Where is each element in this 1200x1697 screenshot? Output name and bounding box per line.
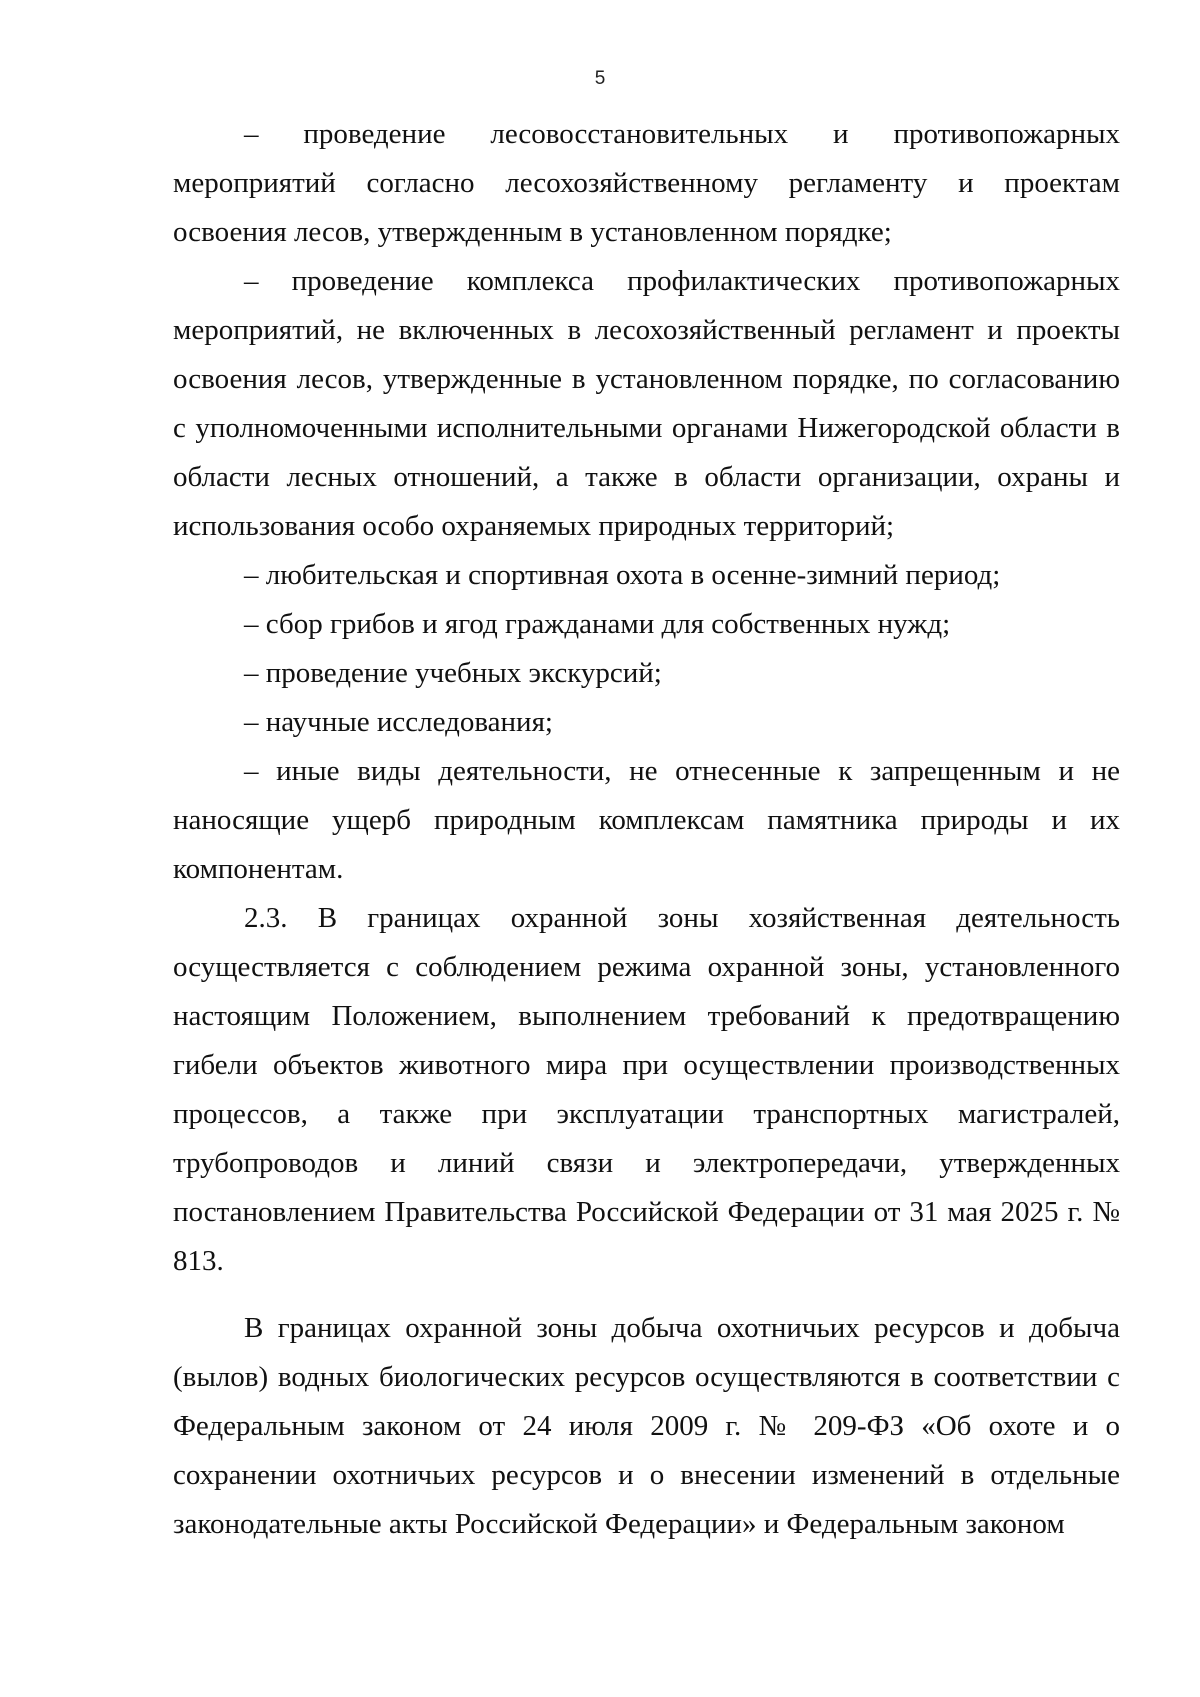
paragraph-hunting-resources: В границах охранной зоны добыча охотничьих ресурсов и добыча (вылов) водных биологических ресурсов осуществляются в соответствии с Федеральным законом от 24 июля 2009 г. № 209-ФЗ «Об охоте и о сохранении охотничьих ресурсов и о внесении изменений в отдельные законодательные акты Российской Федерации» и Федеральным законом <box>173 1312 1120 1540</box>
page-number: 5 <box>594 68 606 89</box>
paragraph-fire-prevention: – проведение комплекса профилактических противопожарных мероприятий, не включенных в лесохозяйственный регламент и проекты освоения лесов, утвержденные в установленном порядке, по согласованию с уполномоченными исполнительными органами Нижегородской области в области лесных отношений, а также в области организации, охраны и использования особо охраняемых природных территорий; <box>173 265 1120 542</box>
paragraph-hunting: – любительская и спортивная охота в осенне-зимний период; <box>244 559 1001 591</box>
paragraph-research: – научные исследования; <box>244 706 553 738</box>
paragraph-reforestation: – проведение лесовосстановительных и противопожарных мероприятий согласно лесохозяйственному регламенту и проектам освоения лесов, утвержденным в установленном порядке; <box>173 118 1120 248</box>
paragraph-mushroom-picking: – сбор грибов и ягод гражданами для собственных нужд; <box>244 608 951 640</box>
paragraph-section-2-3: 2.3. В границах охранной зоны хозяйственная деятельность осуществляется с соблюдением режима охранной зоны, установленного настоящим Положением, выполнением требований к предотвращению гибели объектов животного мира при осуществлении производственных процессов, а также при эксплуатации транспортных магистралей, трубопроводов и линий связи и электропередачи, утвержденных постановлением Правительства Российской Федерации от 31 мая 2025 г. № 813. <box>173 902 1120 1277</box>
document-body <box>173 110 1120 1549</box>
paragraph-other-activities: – иные виды деятельности, не отнесенные к запрещенным и не наносящие ущерб природным комплексам памятника природы и их компонентам. <box>173 755 1120 885</box>
paragraph-excursions: – проведение учебных экскурсий; <box>244 657 662 689</box>
